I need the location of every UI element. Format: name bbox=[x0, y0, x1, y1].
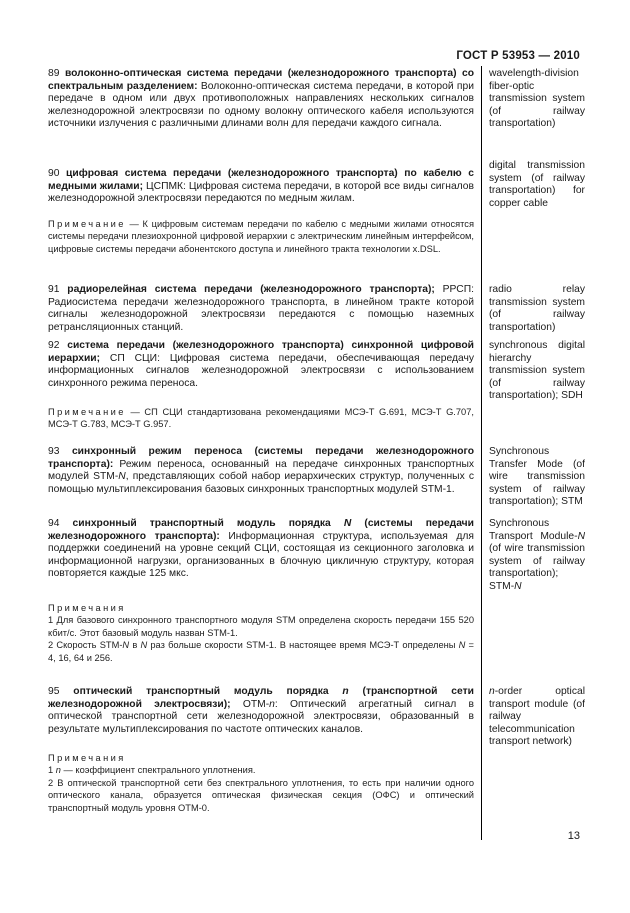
variable-n: N bbox=[118, 471, 126, 483]
entry-number: 90 bbox=[48, 168, 60, 179]
variable-n: n bbox=[489, 686, 495, 697]
english-equivalent-90: digital transmission system (of railway transportation) for copper cable bbox=[489, 160, 585, 209]
english-equivalent-95 bbox=[489, 686, 585, 749]
term-title-part: (транспортной сети железнодорожной электросвязи); bbox=[48, 686, 474, 710]
note-text: — коэффициент спектрального уплотнения. bbox=[60, 765, 256, 776]
english-equivalent-92: synchronous digital hierarchy transmission system (of railway transportation); SDH bbox=[489, 340, 585, 402]
notes-95 bbox=[48, 752, 474, 814]
term-entry-90 bbox=[48, 168, 474, 206]
entry-number: 95 bbox=[48, 686, 60, 697]
entry-number: 91 bbox=[48, 284, 60, 295]
variable-n: N bbox=[514, 580, 522, 592]
term-title: система передачи (железнодорожного транспорта) синхронной цифровой иерархии; bbox=[48, 340, 474, 364]
note-item-2 bbox=[48, 639, 474, 664]
variable-n: N bbox=[343, 518, 352, 529]
note-label: Примечание bbox=[48, 219, 126, 229]
note-label: Примечания bbox=[48, 753, 126, 763]
note-text: = 4, 16, 64 и 256. bbox=[48, 640, 474, 663]
term-definition: Цифровая система передачи, обеспечивающая передачу информационных сигналов железнодорожной электросвязи с использованием синхронного режима переноса. bbox=[48, 352, 474, 389]
term-definition: Радиосистема передачи железнодорожного транспорта, в линейном тракте которой сигналы железнодорожной электросвязи передаются с помощью наземных ретрансляционных станций. bbox=[48, 296, 474, 333]
term-definition: Цифровая система передачи, в которой все виды сигналов железнодорожной электросвязи передаются по медным жилам. bbox=[48, 180, 474, 205]
note-text: 2 Скорость STM- bbox=[48, 640, 123, 651]
term-definition: Оптический агрегатный сигнал в оптической транспортной сети железнодорожной электросвязи, образованный в результате мультиплексирования по частоте оптических каналов. bbox=[48, 698, 474, 735]
term-title-part: (системы передачи железнодорожного транспорта): bbox=[48, 518, 474, 542]
note-text: — К цифровым системам передачи по кабелю с медными жилами относятся системы передачи плезиохронной цифровой иерархии с электрическим линейным интерфейсом, цифровые системы передачи абонентского доступа и линейного тракта технологии x.DSL. bbox=[48, 219, 474, 254]
note-label: Примечание bbox=[48, 407, 126, 417]
variable-n: n bbox=[55, 765, 61, 776]
column-divider bbox=[481, 66, 482, 840]
term-title: радиорелейная система передачи (железнодорожного транспорта); bbox=[67, 284, 435, 295]
note-text: раз больше скорости STM-1. В настоящее время МСЭ-Т определены bbox=[147, 640, 459, 651]
english-part: -order optical transport module (of railway telecommunication transport network) bbox=[489, 686, 585, 748]
entry-number: 92 bbox=[48, 340, 60, 351]
entry-number: 89 bbox=[48, 68, 60, 79]
term-definition: Волоконно-оптическая система передачи, в которой при передаче в одном или двух противоположных направлениях нескольких сигналов железнодорожной электросвязи по одному волокну оптического кабеля используются источники излучения с различными длинами волн для передачи каждого сигнала. bbox=[48, 80, 474, 130]
note-90 bbox=[48, 218, 474, 255]
note-item-1 bbox=[48, 764, 474, 776]
term-title-part: оптический транспортный модуль порядка bbox=[73, 686, 329, 697]
entry-number: 93 bbox=[48, 446, 60, 457]
term-definition-cont: , представляющих собой набор иерархических структур, полученных с помощью мультиплексирования базовых синхронных транспортных модулей STM-1. bbox=[48, 471, 474, 495]
term-entry-94 bbox=[48, 518, 474, 581]
term-entry-93 bbox=[48, 446, 474, 496]
variable-n: n bbox=[342, 686, 349, 697]
note-text: 1 bbox=[48, 765, 56, 776]
notes-94 bbox=[48, 602, 474, 664]
term-title: волоконно-оптическая система передачи (железнодорожного транспорта) со спектральным разделением: bbox=[48, 68, 474, 92]
document-header: ГОСТ Р 53953 — 2010 bbox=[456, 50, 580, 62]
note-text: в bbox=[129, 640, 141, 651]
english-equivalent-89: wavelength-division fiber-optic transmission system (of railway transportation) bbox=[489, 68, 585, 130]
note-text: — СП СЦИ стандартизована рекомендациями МСЭ-Т G.691, МСЭ-Т G.707, МСЭ-Т G.783, МСЭ-Т G.957. bbox=[48, 407, 474, 430]
term-title-part: синхронный транспортный модуль порядка bbox=[72, 518, 331, 529]
term-abbreviation: РРСП: bbox=[442, 284, 474, 295]
variable-n: N bbox=[577, 530, 585, 542]
term-title: синхронный режим переноса (системы передачи железнодорожного транспорта): bbox=[48, 446, 474, 470]
english-part: Synchronous Transport Module- bbox=[489, 518, 578, 542]
term-definition: Информационная структура, используемая для поддержки соединений на уровне секций СЦИ, состоящая из секционного заголовка и информационной нагрузки, организованных в блочную цикличную структуру, которая повторяется каждые 125 мкс. bbox=[48, 530, 474, 580]
note-92 bbox=[48, 406, 474, 431]
variable-n: N bbox=[140, 640, 148, 651]
term-entry-89 bbox=[48, 68, 474, 131]
english-part: (of wire transmission system of railway transportation); STM- bbox=[489, 543, 585, 592]
page-number: 13 bbox=[567, 830, 580, 842]
english-equivalent-91: radio relay transmission system (of railway transportation) bbox=[489, 284, 585, 333]
note-item-2: 2 В оптической транспортной сети без спектрального уплотнения, то есть при наличии одного оптического канала, образуется оптическая физическая секция (ОФС) и оптический транспортный модуль уровня ОТМ-0. bbox=[48, 777, 474, 813]
term-entry-91 bbox=[48, 284, 474, 334]
note-label: Примечания bbox=[48, 603, 126, 613]
term-abbreviation: ЦСПМК: bbox=[146, 180, 186, 192]
variable-n: N bbox=[458, 640, 466, 651]
term-entry-92 bbox=[48, 340, 474, 390]
variable-n: N bbox=[122, 640, 130, 651]
term-abbreviation: OTM-n: bbox=[242, 698, 278, 710]
abbr-part: OTM- bbox=[242, 698, 270, 710]
english-equivalent-94 bbox=[489, 518, 585, 594]
term-title: цифровая система передачи (железнодорожного транспорта) по кабелю с медными жилами; bbox=[48, 168, 474, 192]
term-abbreviation: СП СЦИ: bbox=[109, 352, 160, 364]
variable-n: n bbox=[269, 698, 275, 710]
english-equivalent-93: Synchronous Transfer Mode (of wire transmission system of railway transportation); STM bbox=[489, 446, 585, 508]
term-definition: Режим переноса, основанный на передаче синхронных транспортных модулей STM- bbox=[48, 458, 474, 483]
note-item-1: 1 Для базового синхронного транспортного модуля STM определена скорость передачи 155 520 кбит/с. Этот базовый модуль назван STM-1. bbox=[48, 615, 474, 638]
entry-number: 94 bbox=[48, 518, 60, 529]
term-entry-95 bbox=[48, 686, 474, 736]
